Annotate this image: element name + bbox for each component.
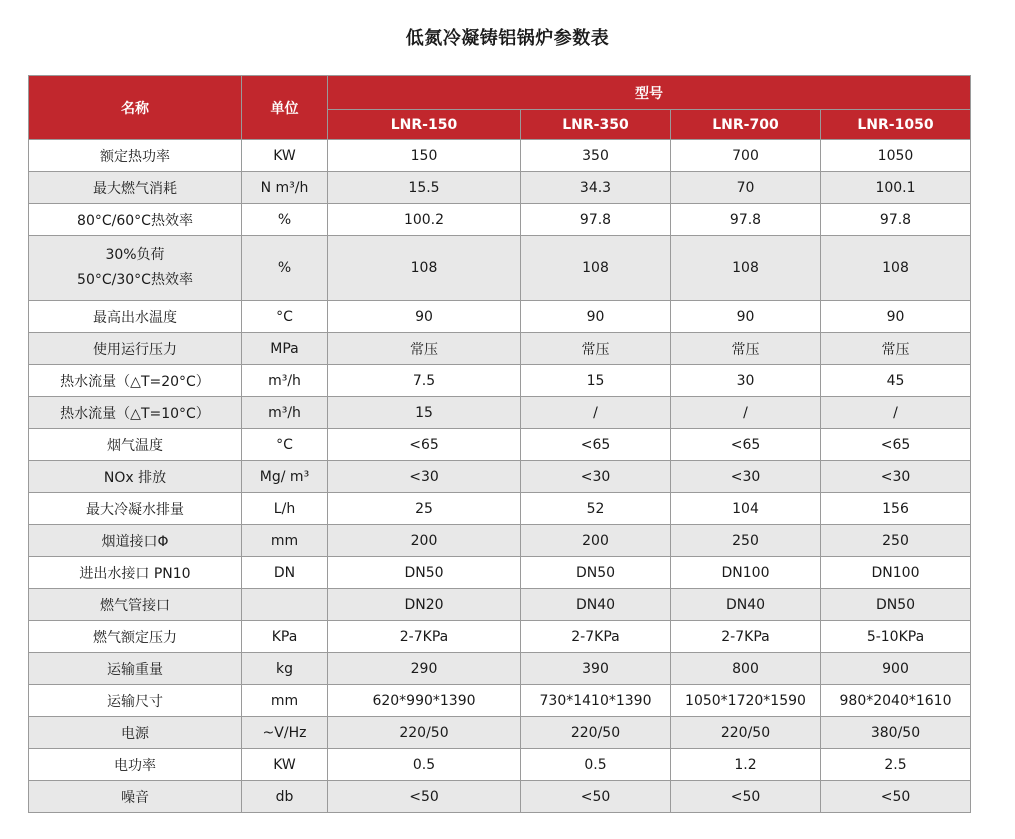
header-model: LNR-700: [671, 110, 821, 140]
row-value: 104: [671, 493, 821, 525]
row-value: <50: [521, 781, 671, 813]
row-name: 烟道接口Φ: [29, 525, 242, 557]
row-value: 2-7KPa: [521, 621, 671, 653]
row-value: 90: [821, 301, 971, 333]
row-value: 70: [671, 172, 821, 204]
row-value: 97.8: [671, 204, 821, 236]
row-unit: DN: [242, 557, 328, 589]
row-value: 2-7KPa: [328, 621, 521, 653]
row-name: 最大燃气消耗: [29, 172, 242, 204]
row-value: 108: [521, 236, 671, 301]
row-value: 2.5: [821, 749, 971, 781]
row-unit: °C: [242, 301, 328, 333]
row-name: 最大冷凝水排量: [29, 493, 242, 525]
row-value: <65: [821, 429, 971, 461]
row-unit: L/h: [242, 493, 328, 525]
table-row: [29, 236, 971, 301]
row-value: 97.8: [521, 204, 671, 236]
table-row: [29, 493, 971, 525]
table-row: [29, 781, 971, 813]
row-value: 15.5: [328, 172, 521, 204]
row-value: 220/50: [328, 717, 521, 749]
row-value: 1.2: [671, 749, 821, 781]
row-value: DN50: [821, 589, 971, 621]
row-value: 200: [328, 525, 521, 557]
table-row: [29, 333, 971, 365]
row-value: 30: [671, 365, 821, 397]
row-unit: KW: [242, 140, 328, 172]
row-value: DN20: [328, 589, 521, 621]
row-unit: mm: [242, 685, 328, 717]
table-row: [29, 140, 971, 172]
row-value: 常压: [671, 333, 821, 365]
row-name: 燃气管接口: [29, 589, 242, 621]
row-name: 运输重量: [29, 653, 242, 685]
row-value: 290: [328, 653, 521, 685]
table-row: [29, 685, 971, 717]
row-unit: db: [242, 781, 328, 813]
row-name: 噪音: [29, 781, 242, 813]
row-unit: ~V/Hz: [242, 717, 328, 749]
header-name: 名称: [29, 76, 242, 140]
row-value: 250: [821, 525, 971, 557]
row-unit: kg: [242, 653, 328, 685]
row-value: 90: [521, 301, 671, 333]
row-value: 730*1410*1390: [521, 685, 671, 717]
row-value: 常压: [821, 333, 971, 365]
row-value: 100.2: [328, 204, 521, 236]
table-row: [29, 621, 971, 653]
row-value: 100.1: [821, 172, 971, 204]
row-value: 700: [671, 140, 821, 172]
row-value: <65: [521, 429, 671, 461]
row-value: 220/50: [671, 717, 821, 749]
row-value: /: [521, 397, 671, 429]
row-value: 2-7KPa: [671, 621, 821, 653]
table-header: [29, 76, 971, 140]
table-body: [29, 140, 971, 813]
row-value: 15: [328, 397, 521, 429]
row-value: <30: [671, 461, 821, 493]
row-value: DN100: [821, 557, 971, 589]
row-name: [29, 236, 242, 301]
row-value: 97.8: [821, 204, 971, 236]
row-name: 最高出水温度: [29, 301, 242, 333]
row-name: NOx 排放: [29, 461, 242, 493]
row-value: DN40: [671, 589, 821, 621]
row-name: 电源: [29, 717, 242, 749]
table-row: [29, 525, 971, 557]
row-value: <30: [821, 461, 971, 493]
row-value: 200: [521, 525, 671, 557]
row-value: /: [821, 397, 971, 429]
row-name: 进出水接口 PN10: [29, 557, 242, 589]
row-name: 使用运行压力: [29, 333, 242, 365]
row-value: 25: [328, 493, 521, 525]
row-value: 108: [821, 236, 971, 301]
row-value: 0.5: [521, 749, 671, 781]
row-value: 常压: [521, 333, 671, 365]
row-name: 运输尺寸: [29, 685, 242, 717]
table-row: [29, 204, 971, 236]
row-unit: %: [242, 204, 328, 236]
page-title: 低氮冷凝铸铝锅炉参数表: [405, 28, 610, 49]
row-value: <65: [328, 429, 521, 461]
row-value: <50: [671, 781, 821, 813]
row-value: 900: [821, 653, 971, 685]
row-value: <30: [521, 461, 671, 493]
row-value: <65: [671, 429, 821, 461]
row-name: 额定热功率: [29, 140, 242, 172]
row-unit: m³/h: [242, 397, 328, 429]
row-name: 燃气额定压力: [29, 621, 242, 653]
row-value: 980*2040*1610: [821, 685, 971, 717]
row-value: 1050: [821, 140, 971, 172]
row-value: 220/50: [521, 717, 671, 749]
table-row: [29, 749, 971, 781]
row-value: 0.5: [328, 749, 521, 781]
row-name: 热水流量（△T=10°C）: [29, 397, 242, 429]
row-value: 常压: [328, 333, 521, 365]
row-value: <50: [328, 781, 521, 813]
row-value: 15: [521, 365, 671, 397]
row-value: 620*990*1390: [328, 685, 521, 717]
row-value: 390: [521, 653, 671, 685]
header-model: LNR-150: [328, 110, 521, 140]
table-row: [29, 653, 971, 685]
row-value: 108: [671, 236, 821, 301]
header-unit: 单位: [242, 76, 328, 140]
spec-table: [28, 75, 971, 813]
row-value: 1050*1720*1590: [671, 685, 821, 717]
row-value: <50: [821, 781, 971, 813]
table-row: [29, 717, 971, 749]
row-value: 52: [521, 493, 671, 525]
row-value: 380/50: [821, 717, 971, 749]
row-value: 800: [671, 653, 821, 685]
table-row: [29, 397, 971, 429]
row-unit: %: [242, 236, 328, 301]
row-value: DN40: [521, 589, 671, 621]
table-row: [29, 429, 971, 461]
row-name: 80°C/60°C热效率: [29, 204, 242, 236]
table-row: [29, 589, 971, 621]
row-name: 电功率: [29, 749, 242, 781]
row-value: 5-10KPa: [821, 621, 971, 653]
row-unit: mm: [242, 525, 328, 557]
row-unit: m³/h: [242, 365, 328, 397]
table-row: [29, 461, 971, 493]
row-value: 250: [671, 525, 821, 557]
row-unit: MPa: [242, 333, 328, 365]
row-unit: Mg/ m³: [242, 461, 328, 493]
row-value: DN50: [328, 557, 521, 589]
row-name: 烟气温度: [29, 429, 242, 461]
table-row: [29, 301, 971, 333]
row-name-line: 50°C/30°C热效率: [77, 272, 193, 288]
row-value: 7.5: [328, 365, 521, 397]
table-row: [29, 365, 971, 397]
row-unit: KW: [242, 749, 328, 781]
header-model: LNR-1050: [821, 110, 971, 140]
row-unit: N m³/h: [242, 172, 328, 204]
row-unit: KPa: [242, 621, 328, 653]
table-row: [29, 172, 971, 204]
row-value: 45: [821, 365, 971, 397]
table-row: [29, 557, 971, 589]
row-value: DN100: [671, 557, 821, 589]
row-name: 热水流量（△T=20°C）: [29, 365, 242, 397]
row-unit: °C: [242, 429, 328, 461]
row-value: DN50: [521, 557, 671, 589]
row-name-line: 30%负荷: [105, 246, 165, 263]
row-value: 108: [328, 236, 521, 301]
row-value: 90: [671, 301, 821, 333]
row-value: 350: [521, 140, 671, 172]
row-value: <30: [328, 461, 521, 493]
row-unit: [242, 589, 328, 621]
row-value: /: [671, 397, 821, 429]
row-value: 150: [328, 140, 521, 172]
row-value: 34.3: [521, 172, 671, 204]
row-value: 156: [821, 493, 971, 525]
row-value: 90: [328, 301, 521, 333]
header-model: LNR-350: [521, 110, 671, 140]
header-model-group: 型号: [328, 76, 971, 110]
